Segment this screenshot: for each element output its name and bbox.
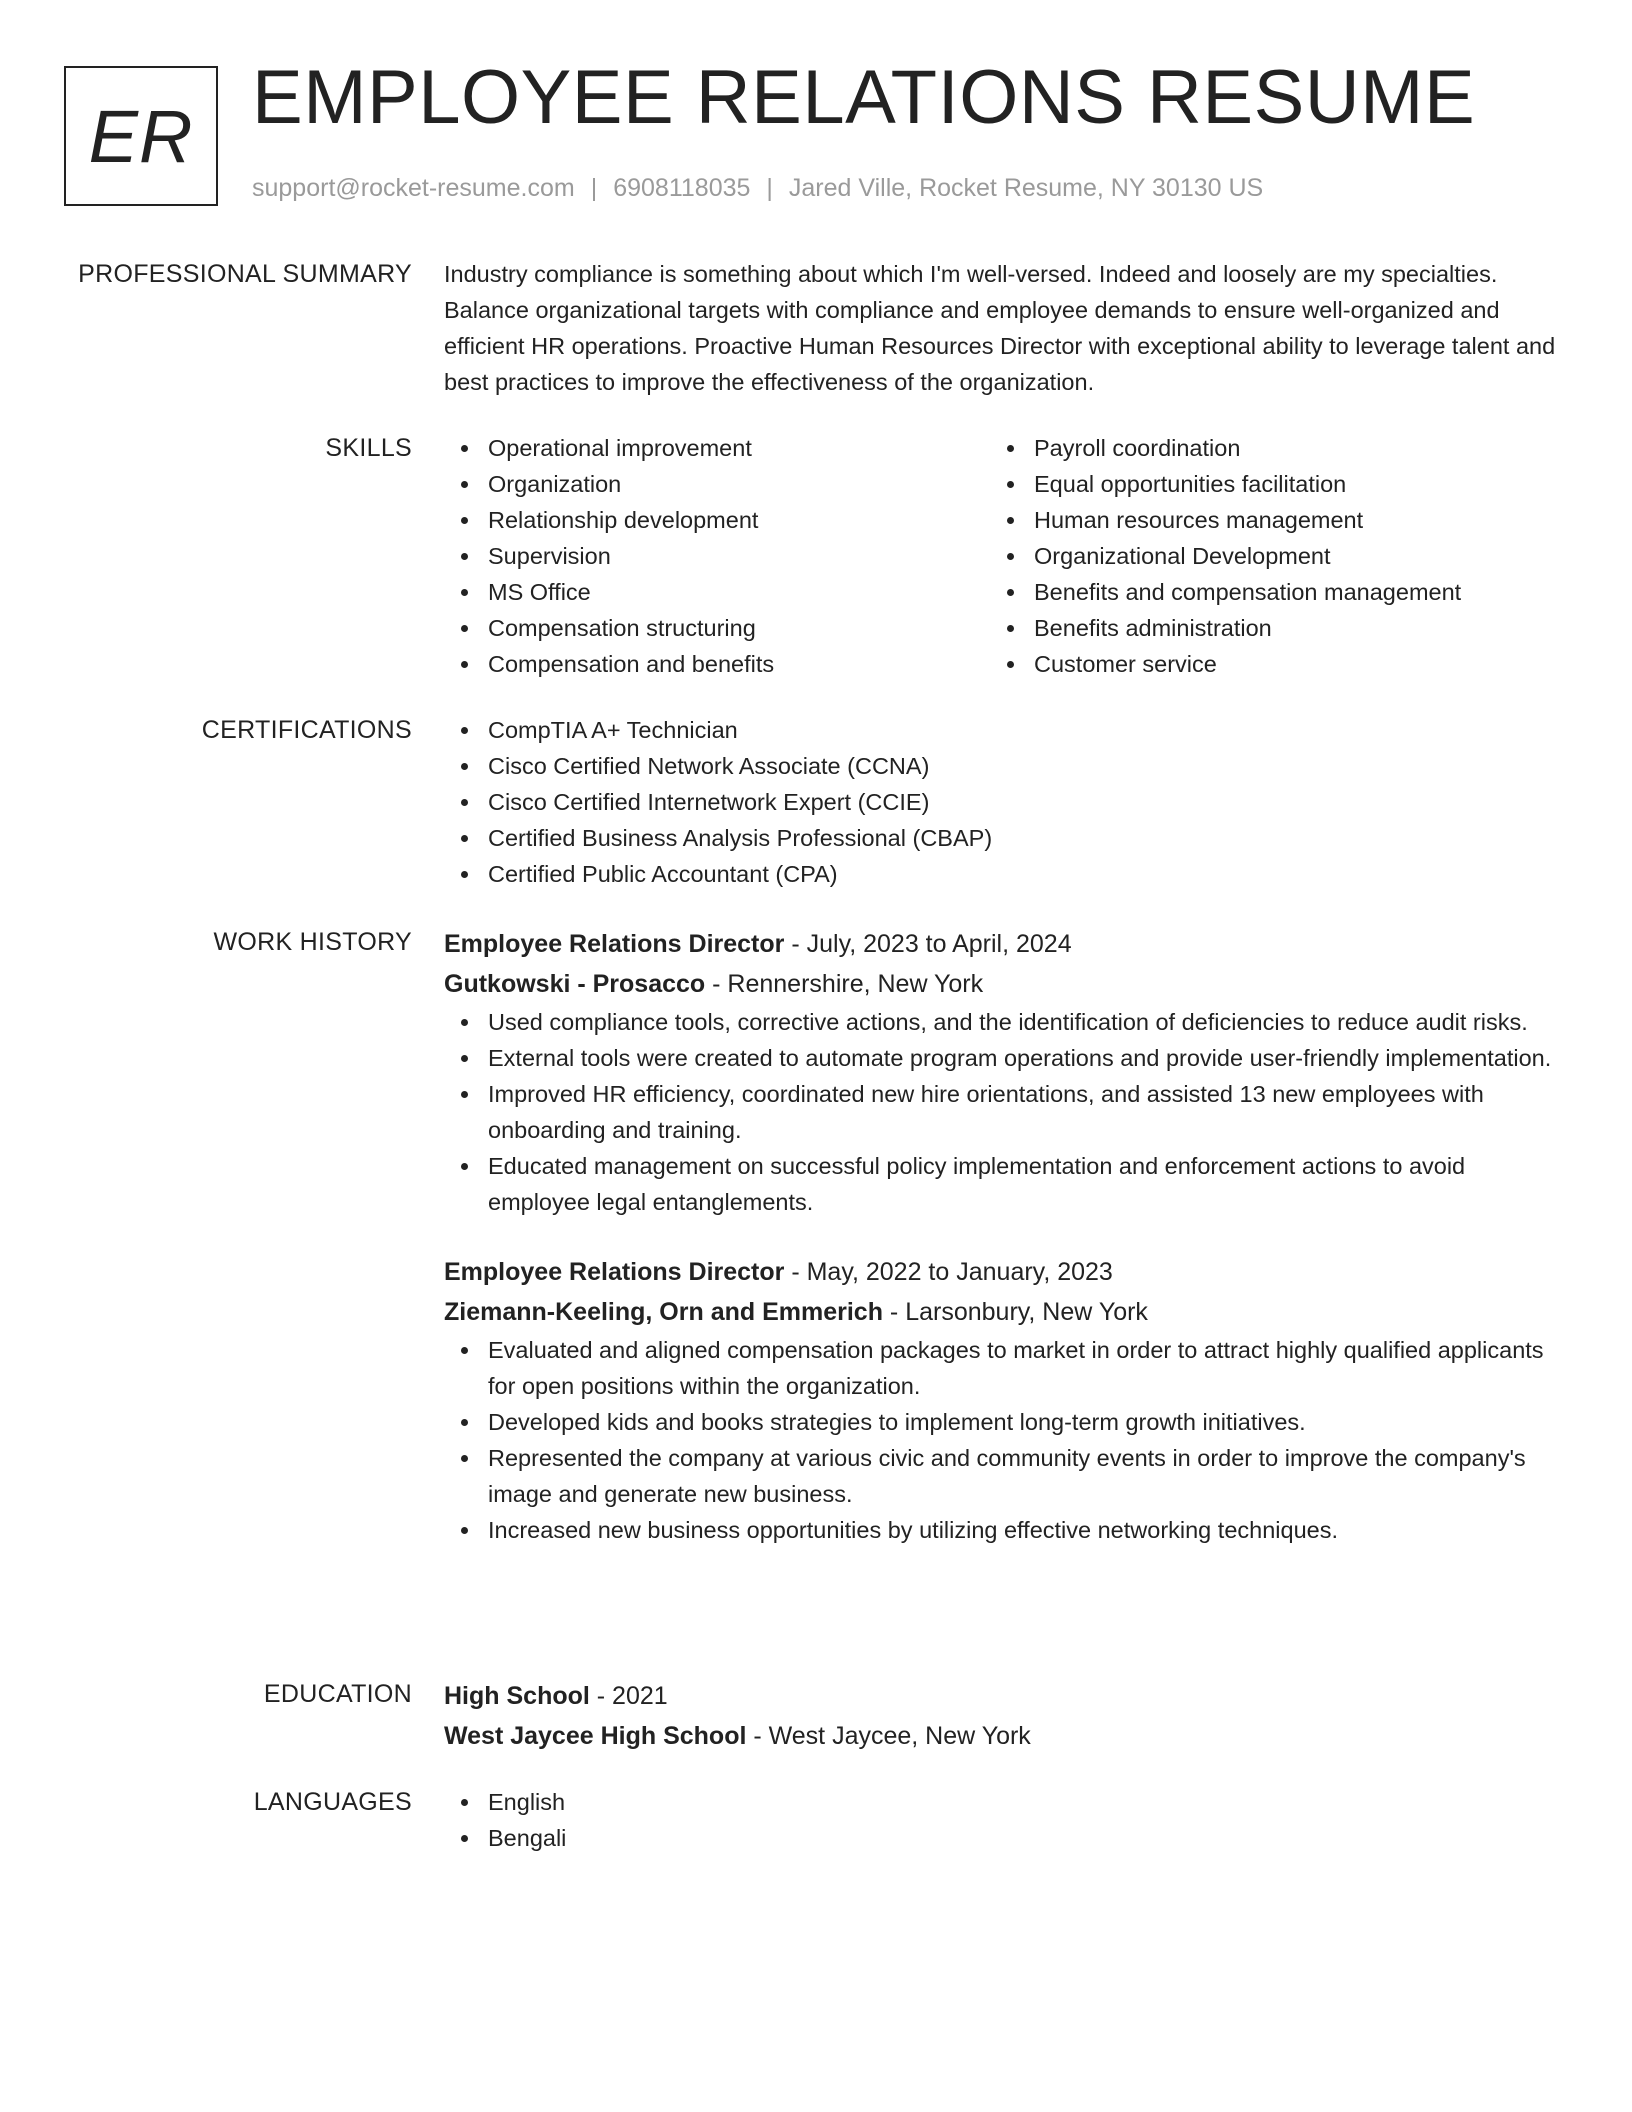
summary-text: Industry compliance is something about which I'm well-versed. Indeed and loosely are my specialties. Balance organizational targets with compliance and employee demands to ensure well-organized and efficient HR operations. Proactive Human Resources Director with exceptional ability to leverage talent and best practices to improve the effectiveness of the organization. <box>444 261 1556 395</box>
job-duty-item: Educated management on successful policy implementation and enforcement actions to avoid employee legal entanglements. <box>444 1148 1560 1220</box>
skill-item: Benefits administration <box>990 610 1536 646</box>
section-label-languages: LANGUAGES <box>253 1788 412 1816</box>
job-duties-list <box>444 1332 1560 1548</box>
skill-item: Equal opportunities facilitation <box>990 466 1536 502</box>
certification-item: Certified Public Accountant (CPA) <box>444 856 1560 892</box>
work-body <box>444 924 1560 1548</box>
job-title-line <box>444 1252 1560 1292</box>
skill-item: Supervision <box>444 538 990 574</box>
skill-item: Payroll coordination <box>990 430 1536 466</box>
education-degree-line <box>444 1676 1560 1716</box>
job-duty-item: Developed kids and books strategies to implement long-term growth initiatives. <box>444 1404 1560 1440</box>
languages-list <box>444 1784 1560 1856</box>
job-title: Employee Relations Director <box>444 930 785 958</box>
contact-address: Jared Ville, Rocket Resume, NY 30130 US <box>788 174 1264 202</box>
job-duty-item: Improved HR efficiency, coordinated new hire orientations, and assisted 13 new employees with onboarding and training. <box>444 1076 1560 1148</box>
job-duty-item: Evaluated and aligned compensation packages to market in order to attract highly qualified applicants for open positions within the organization. <box>444 1332 1560 1404</box>
skill-item: Organizational Development <box>990 538 1536 574</box>
skill-item: Human resources management <box>990 502 1536 538</box>
contact-phone: 6908118035 <box>613 174 751 202</box>
section-label-work: WORK HISTORY <box>213 928 412 956</box>
job-company-line <box>444 1292 1560 1332</box>
job-duty-item: Increased new business opportunities by utilizing effective networking techniques. <box>444 1512 1560 1548</box>
education-degree: High School <box>444 1682 590 1710</box>
skill-item: Organization <box>444 466 990 502</box>
section-label-summary: PROFESSIONAL SUMMARY <box>78 260 412 288</box>
skill-item: Benefits and compensation management <box>990 574 1536 610</box>
certifications-body <box>444 712 1560 892</box>
contact-separator: | <box>766 174 773 202</box>
education-school-line <box>444 1716 1560 1756</box>
skills-body <box>444 430 1560 682</box>
certification-item: Cisco Certified Internetwork Expert (CCIE) <box>444 784 1560 820</box>
education-year: - 2021 <box>589 1682 668 1710</box>
skill-item: Relationship development <box>444 502 990 538</box>
job-duty-item: External tools were created to automate program operations and provide user-friendly implementation. <box>444 1040 1560 1076</box>
job-duty-item: Used compliance tools, corrective actions, and the identification of deficiencies to reduce audit risks. <box>444 1004 1560 1040</box>
section-label-certifications: CERTIFICATIONS <box>201 716 412 744</box>
skill-item: Compensation structuring <box>444 610 990 646</box>
certification-item: Cisco Certified Network Associate (CCNA) <box>444 748 1560 784</box>
education-body <box>444 1676 1560 1756</box>
skills-list-right <box>990 430 1536 682</box>
job-dates: - July, 2023 to April, 2024 <box>784 930 1072 958</box>
skill-item: Customer service <box>990 646 1536 682</box>
contact-email: support@rocket-resume.com <box>252 174 575 202</box>
job-entry <box>444 1252 1560 1548</box>
education-location: - West Jaycee, New York <box>746 1722 1031 1750</box>
monogram-initials: ER <box>88 94 194 178</box>
languages-body <box>444 1784 1560 1856</box>
resume-title: EMPLOYEE RELATIONS RESUME <box>252 55 1476 140</box>
certification-item: CompTIA A+ Technician <box>444 712 1560 748</box>
job-duties-list <box>444 1004 1560 1220</box>
skill-item: Compensation and benefits <box>444 646 990 682</box>
skill-item: Operational improvement <box>444 430 990 466</box>
certification-item: Certified Business Analysis Professional (CBAP) <box>444 820 1560 856</box>
language-item: English <box>444 1784 1560 1820</box>
section-label-education: EDUCATION <box>263 1680 412 1708</box>
job-location: - Rennershire, New York <box>705 970 984 998</box>
job-company-line <box>444 964 1560 1004</box>
monogram-box <box>64 66 218 206</box>
job-duty-item: Represented the company at various civic and community events in order to improve the company's image and generate new business. <box>444 1440 1560 1512</box>
skill-item: MS Office <box>444 574 990 610</box>
section-label-skills: SKILLS <box>325 434 412 462</box>
language-item: Bengali <box>444 1820 1560 1856</box>
job-location: - Larsonbury, New York <box>882 1298 1148 1326</box>
job-dates: - May, 2022 to January, 2023 <box>784 1258 1113 1286</box>
skills-list-left <box>444 430 990 682</box>
contact-line <box>252 174 1263 203</box>
job-title: Employee Relations Director <box>444 1258 785 1286</box>
education-school: West Jaycee High School <box>444 1722 747 1750</box>
certifications-list <box>444 712 1560 892</box>
job-title-line <box>444 924 1560 964</box>
contact-separator: | <box>590 174 598 202</box>
job-company: Ziemann-Keeling, Orn and Emmerich <box>444 1298 883 1326</box>
summary-body <box>444 256 1560 400</box>
job-entry <box>444 924 1560 1220</box>
job-company: Gutkowski - Prosacco <box>444 970 706 998</box>
